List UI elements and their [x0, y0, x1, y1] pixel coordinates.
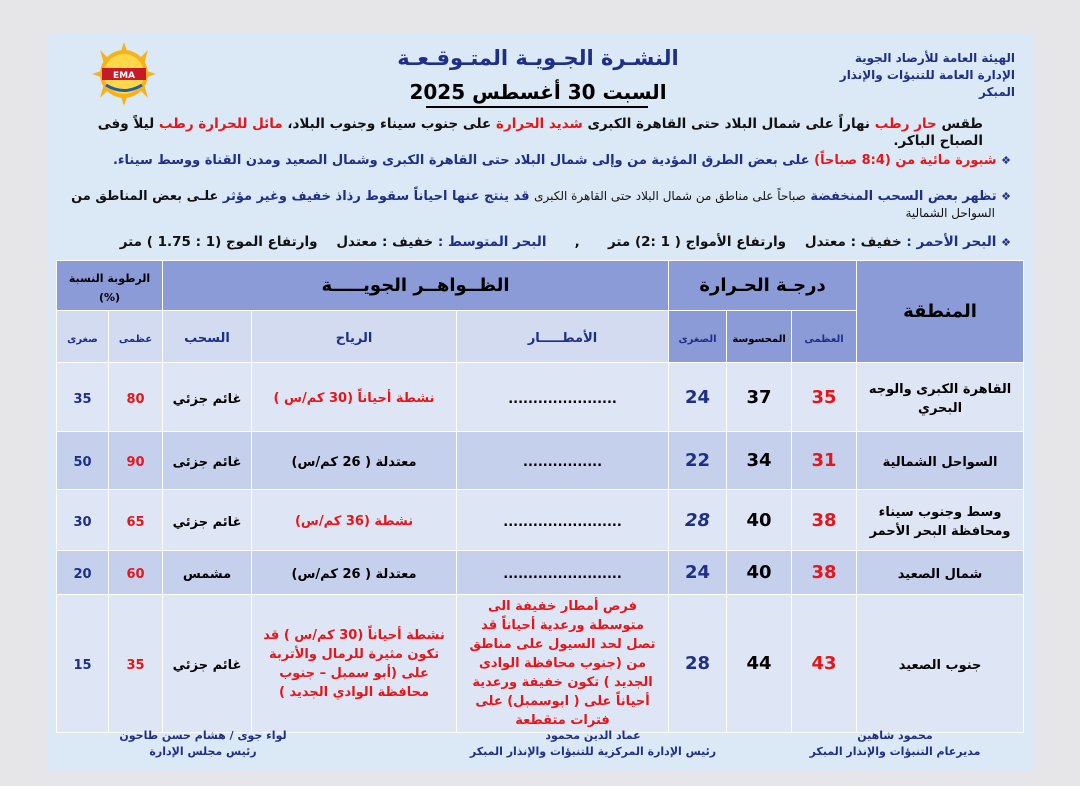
region-name: وسط وجنوب سيناء ومحافظة البحر الأحمر — [869, 505, 1011, 539]
signature-title: مديرعام التنبؤات والإنذار المبكر — [809, 745, 981, 758]
feels-temp: 40 — [746, 509, 772, 531]
cloud-header — [163, 311, 252, 363]
signature-chairman — [88, 728, 318, 760]
bullet-icon: ❖ — [1001, 236, 1011, 249]
max-temp: 38 — [811, 509, 837, 531]
humidity-header — [57, 261, 163, 311]
min-temp: 24 — [685, 386, 711, 408]
max-temp: 38 — [811, 562, 837, 583]
region-name: شمال الصعيد — [897, 567, 983, 582]
date-underline — [426, 106, 648, 108]
forecast-bulletin — [48, 34, 1033, 772]
rain-value: ................ — [523, 455, 603, 470]
summary-text-7: ليلاً وفى الصباح الباكر. — [97, 116, 983, 149]
bullet-icon: ❖ — [1001, 154, 1011, 167]
clouds-text-c: قد ينتج عنها احياناً سقوط رذاذ خفيف وغير مؤثر — [222, 189, 530, 204]
wind-value: معتدلة ( 26 كم/س) — [291, 567, 417, 582]
wind-value: معتدلة ( 26 كم/س) — [291, 455, 417, 470]
hum-min: 20 — [73, 567, 92, 582]
hum-max-header — [109, 311, 163, 363]
max-temp-header — [792, 311, 857, 363]
fog-bullet-red: شبورة مائية من (8:4 صباحاً) — [814, 153, 997, 168]
organization-header — [815, 50, 1015, 101]
rain-value: ...................... — [508, 391, 617, 407]
wind-label: الرياح — [335, 331, 373, 346]
min-temp: 28 — [685, 509, 711, 531]
max-temp: 35 — [811, 386, 837, 408]
fog-bullet-text: على بعض الطرق المؤدية من وإلى شمال البلاد حتى القاهرة الكبرى وشمال الصعيد ومدن القناة ووسط سيناء. — [112, 153, 810, 168]
hum-min: 50 — [73, 455, 92, 470]
summary-text-4: شديد الحرارة — [495, 116, 583, 132]
max-temp: 31 — [811, 450, 837, 471]
logo-text: EMA — [112, 71, 136, 81]
cloud-label: السحب — [184, 331, 230, 346]
clouds-bullet — [71, 188, 1011, 222]
table-row — [57, 551, 1024, 595]
rain-header — [457, 311, 669, 363]
region-name: جنوب الصعيد — [898, 658, 982, 673]
hum-max: 60 — [126, 567, 145, 582]
temperature-header-label: درجـة الحـرارة — [699, 275, 826, 296]
region-cell — [857, 363, 1024, 432]
feels-temp-header — [727, 311, 792, 363]
bullet-icon: ❖ — [1001, 190, 1011, 203]
cloud-value: غائم جزئى — [172, 455, 242, 470]
signature-director — [775, 728, 1015, 760]
hum-max: 65 — [126, 514, 145, 530]
feels-temp: 44 — [746, 653, 772, 674]
cloud-value: غائم جزئي — [172, 658, 242, 673]
phenomena-header-label: الظــواهــر الجويـــــة — [321, 275, 510, 296]
table-row — [57, 595, 1024, 733]
med-sea-state: خفيف : معتدل — [336, 234, 434, 250]
signature-title: رئيس مجلس الإدارة — [149, 745, 257, 758]
rain-label: الأمطـــــار — [527, 331, 598, 346]
red-sea-label: البحر الأحمر : — [906, 234, 997, 250]
min-temp: 22 — [685, 450, 711, 471]
bulletin-title: النشـرة الجـويـة المتـوقـعـة — [397, 46, 679, 70]
fog-bullet — [71, 152, 1011, 169]
summary-text-3: نهاراً على شمال البلاد حتى القاهرة الكبرى — [587, 116, 871, 132]
feels-temp: 40 — [746, 562, 772, 583]
summary-text-6: مائل للحرارة رطب — [158, 116, 283, 132]
region-header — [857, 261, 1024, 363]
region-name: القاهرة الكبرى والوجه البحري — [868, 382, 1012, 416]
signature-name: لواء جوى / هشام حسن طاحون — [119, 729, 287, 742]
cloud-value: غائم جزئي — [172, 514, 242, 530]
clouds-text-e: السواحل الشمالية — [905, 206, 995, 220]
summary-paragraph — [83, 116, 983, 150]
med-sea-waves: وارتفاع الموج (1 : 1.75 ) متر — [119, 234, 318, 250]
wind-value: نشطة أحياناً (30 كم/س ) — [273, 390, 435, 406]
hum-min: 30 — [73, 514, 92, 530]
wind-value: نشطة أحياناً (30 كم/س ) قد تكون مثيرة للرمال والأتربة على (أبو سمبل – جنوب محافظة الوادي الجديد ) — [263, 627, 445, 700]
clouds-text-b: صباحاً على مناطق من شمال البلاد حتى القاهرة الكبرى — [534, 189, 806, 203]
feels-temp-label: المحسوسة — [732, 334, 786, 345]
med-sea-label: البحر المتوسط : — [437, 234, 547, 250]
signature-name: محمود شاهين — [857, 729, 933, 742]
bulletin-date: السبت 30 أغسطس 2025 — [409, 80, 667, 104]
signature-name: عماد الدين محمود — [545, 729, 641, 742]
separator: , — [574, 234, 580, 250]
summary-text-2: حار رطب — [874, 116, 937, 132]
phenomena-header — [163, 261, 669, 311]
signature-title: رئيس الإدارة المركزية للتنبؤات والإنذار المبكر — [469, 745, 717, 758]
region-header-label: المنطقة — [903, 301, 977, 322]
min-temp-header — [669, 311, 727, 363]
sea-bullet — [71, 234, 1011, 251]
forecast-table — [56, 260, 1024, 733]
cloud-value: مشمس — [182, 567, 232, 582]
hum-max: 80 — [126, 391, 145, 407]
clouds-text-a: تظهر بعض السحب المنخفضة — [810, 189, 997, 204]
org-line-1: الهيئة العامة للأرصاد الجوية — [854, 51, 1015, 65]
feels-temp: 34 — [746, 450, 772, 471]
rain-value: ........................ — [503, 567, 622, 582]
hum-max-label: عظمى — [118, 334, 153, 345]
hum-min: 35 — [73, 391, 92, 407]
hum-min: 15 — [73, 658, 92, 673]
hum-min-label: صغرى — [67, 334, 98, 345]
rain-value: فرص أمطار خفيفة الى متوسطة ورعدية أحياناً قد تصل لحد السيول على مناطق من (جنوب محافظة الوادى الجديد ) تكون خفيفة ورعدية أحياناً على ( ابوسمبل) على فترات متقطعة — [469, 599, 656, 728]
cloud-value: غائم جزئي — [172, 391, 242, 407]
feels-temp: 37 — [746, 386, 772, 408]
hum-max: 90 — [126, 455, 145, 470]
hum-min-header — [57, 311, 109, 363]
summary-text-5: على جنوب سيناء وجنوب البلاد، — [287, 116, 492, 132]
humidity-header-label: الرطوبة النسبة (%) — [68, 271, 151, 304]
ema-logo — [80, 40, 168, 112]
min-temp: 24 — [685, 562, 711, 583]
clouds-text-d: علـى بعض المناطق من — [71, 189, 219, 204]
red-sea-state: خفيف : معتدل — [804, 234, 902, 250]
max-temp-label: العظمى — [804, 334, 844, 345]
region-name: السواحل الشمالية — [882, 455, 998, 470]
min-temp: 28 — [685, 653, 711, 674]
red-sea-waves: وارتفاع الأمواج ( 1 :2) متر — [608, 234, 787, 250]
table-row — [57, 363, 1024, 432]
table-row — [57, 490, 1024, 551]
signature-central — [428, 728, 758, 760]
wind-header — [252, 311, 457, 363]
org-line-2: الإدارة العامة للتنبؤات والإنذار المبكر — [839, 68, 1015, 99]
max-temp: 43 — [811, 653, 837, 674]
temperature-header — [669, 261, 857, 311]
summary-text-1: طقس — [941, 116, 983, 132]
table-row — [57, 432, 1024, 490]
min-temp-label: الصغرى — [678, 334, 717, 345]
hum-max: 35 — [126, 658, 145, 673]
wind-value: نشطة (36 كم/س) — [294, 513, 414, 529]
rain-value: ........................ — [503, 514, 622, 530]
